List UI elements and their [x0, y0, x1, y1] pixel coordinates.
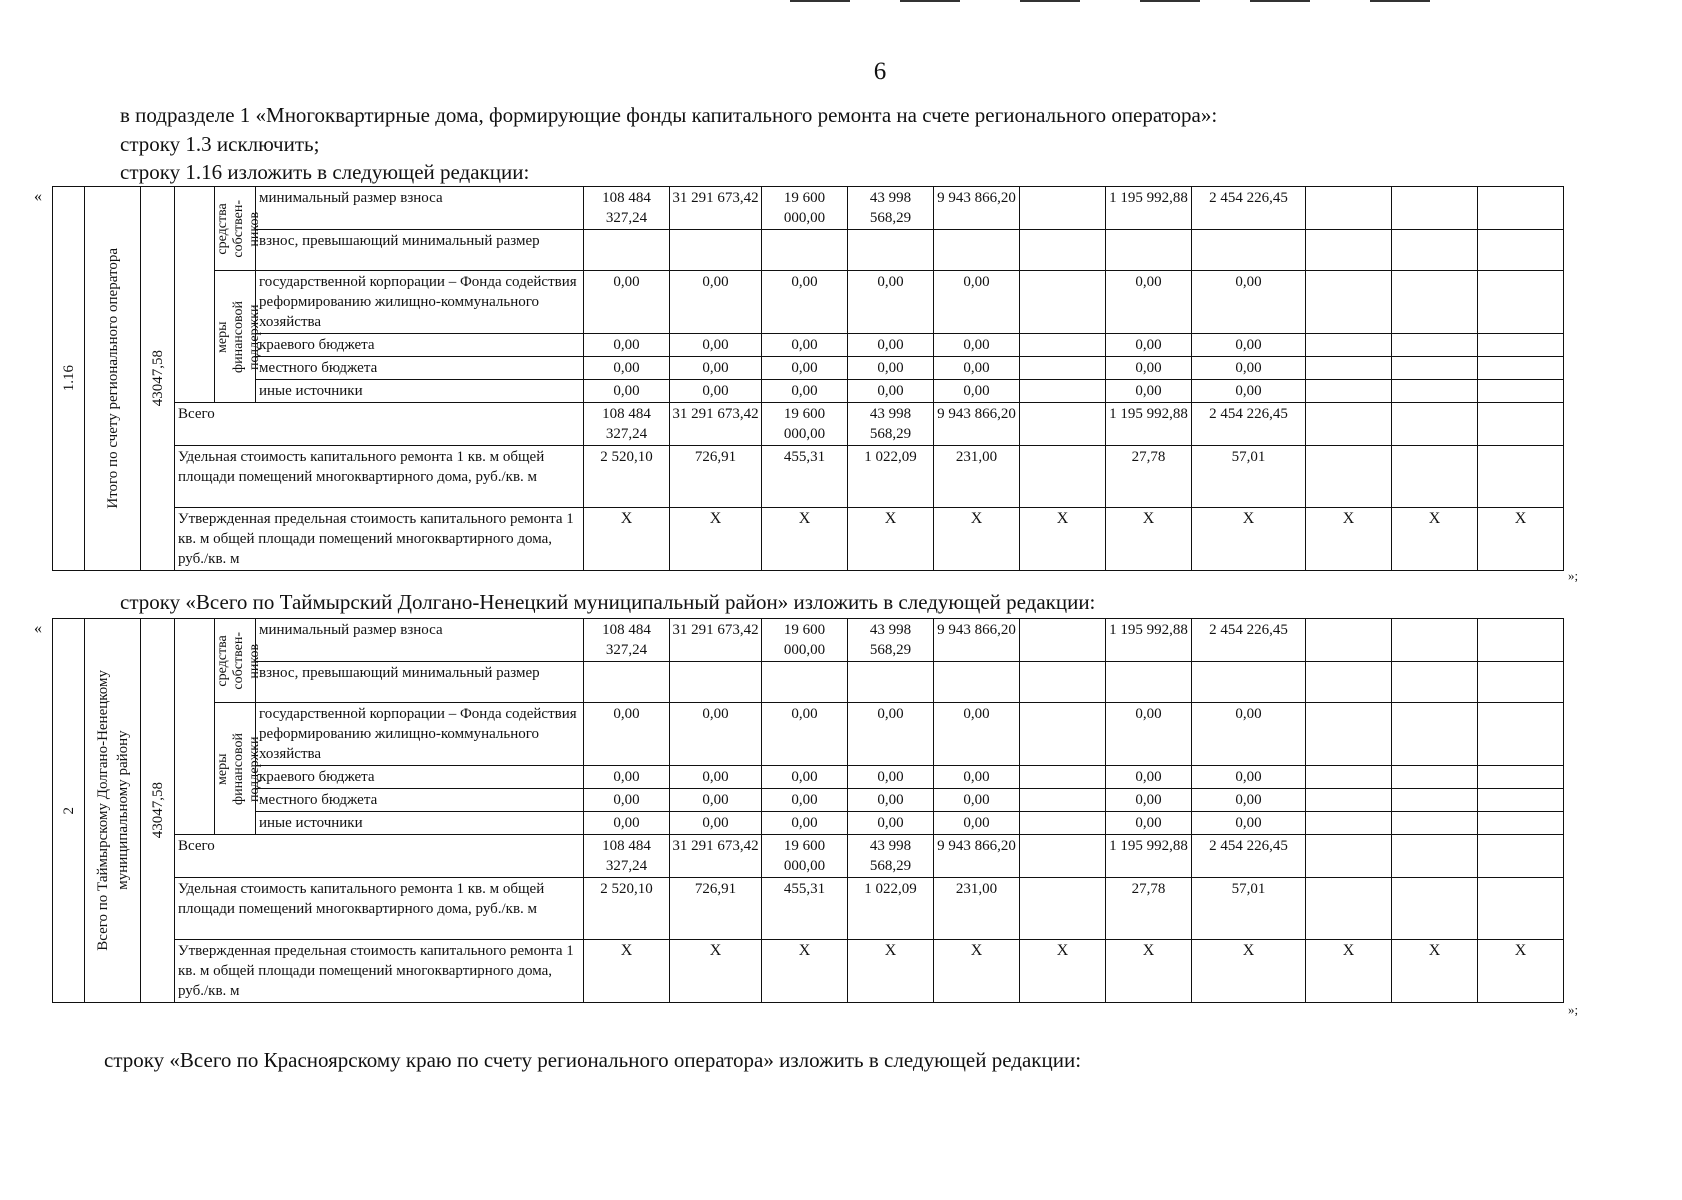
row-label-local: местного бюджета	[256, 357, 584, 380]
value-cell: X	[1478, 508, 1564, 571]
value-cell	[1392, 187, 1478, 230]
value-cell: 0,00	[670, 334, 762, 357]
value-cell	[1478, 703, 1564, 766]
value-cell: 0,00	[934, 334, 1020, 357]
owners-group-line: средства	[215, 202, 230, 255]
value-cell: 0,00	[848, 357, 934, 380]
value-cell: X	[934, 508, 1020, 571]
value-cell: 19 600 000,00	[762, 835, 848, 878]
value-cell: 0,00	[934, 789, 1020, 812]
value-cell	[584, 230, 670, 271]
value-cell	[1020, 187, 1106, 230]
table-row	[53, 766, 1564, 789]
value-cell: 31 291 673,42	[670, 187, 762, 230]
row-title	[93, 670, 133, 951]
value-cell: 2 454 226,45	[1192, 403, 1306, 446]
value-cell: 455,31	[762, 446, 848, 508]
value-cell: 1 195 992,88	[1106, 403, 1192, 446]
value-cell	[1478, 812, 1564, 835]
support-group-line: поддержки	[247, 303, 262, 370]
value-cell	[1478, 357, 1564, 380]
value-cell: X	[1392, 940, 1478, 1003]
blank-cell	[175, 619, 215, 835]
value-cell	[1392, 766, 1478, 789]
value-cell: 2 520,10	[584, 878, 670, 940]
table-row	[53, 446, 1564, 508]
value-cell	[1020, 812, 1106, 835]
value-cell	[1020, 334, 1106, 357]
value-cell: 0,00	[1192, 789, 1306, 812]
value-cell: 0,00	[584, 766, 670, 789]
value-cell: 0,00	[848, 380, 934, 403]
value-cell	[1478, 835, 1564, 878]
value-cell	[1306, 187, 1392, 230]
value-cell: 0,00	[670, 357, 762, 380]
value-cell	[1392, 446, 1478, 508]
row-label-regional: краевого бюджета	[256, 766, 584, 789]
value-cell: 0,00	[1106, 789, 1192, 812]
value-cell: 231,00	[934, 446, 1020, 508]
value-cell	[1306, 812, 1392, 835]
value-cell	[1192, 230, 1306, 271]
value-cell: 0,00	[584, 380, 670, 403]
value-cell: 0,00	[584, 812, 670, 835]
row-label-unit-cost: Удельная стоимость капитального ремонта 1 кв. м общей площади помещений многоквартирного дома, руб./кв. м	[175, 878, 584, 940]
value-cell	[1478, 789, 1564, 812]
page-number: 6	[873, 58, 887, 85]
value-cell: 0,00	[1106, 766, 1192, 789]
table-row	[53, 380, 1564, 403]
value-cell: 0,00	[848, 703, 934, 766]
owners-group-cell	[215, 187, 262, 271]
value-cell: 2 454 226,45	[1192, 619, 1306, 662]
value-cell: X	[1306, 508, 1392, 571]
value-cell: 0,00	[1192, 812, 1306, 835]
value-cell: 43 998 568,29	[848, 403, 934, 446]
value-cell	[1020, 662, 1106, 703]
owners-group-line: собствен-	[231, 199, 246, 258]
row-label-total: Всего	[175, 835, 584, 878]
value-cell	[1392, 230, 1478, 271]
row-label-other: иные источники	[256, 380, 584, 403]
value-cell	[1392, 403, 1478, 446]
table-row	[53, 619, 1564, 662]
value-cell: 0,00	[1106, 271, 1192, 334]
table-row	[53, 334, 1564, 357]
row-label-min-contribution: минимальный размер взноса	[256, 619, 584, 662]
owners-group-line: ников	[247, 211, 262, 246]
row-title-cell	[85, 619, 141, 1003]
row-label-fund: государственной корпорации – Фонда содействия реформированию жилищно-коммунального хозяйства	[256, 271, 584, 334]
support-group-label	[215, 733, 263, 805]
value-cell	[1306, 380, 1392, 403]
row-label-local: местного бюджета	[256, 789, 584, 812]
support-group-line: финансовой	[231, 300, 246, 373]
support-group-line: меры	[215, 320, 230, 353]
value-cell: X	[1306, 940, 1392, 1003]
value-cell	[1478, 187, 1564, 230]
value-cell: 0,00	[934, 703, 1020, 766]
value-cell: 0,00	[584, 357, 670, 380]
value-cell	[1106, 230, 1192, 271]
value-cell: 0,00	[762, 271, 848, 334]
table-row	[53, 789, 1564, 812]
value-cell	[584, 662, 670, 703]
value-cell	[670, 230, 762, 271]
value-cell	[1306, 766, 1392, 789]
value-cell: X	[1106, 940, 1192, 1003]
value-cell: 0,00	[848, 334, 934, 357]
value-cell: X	[1106, 508, 1192, 571]
value-cell	[934, 230, 1020, 271]
area-cell	[141, 187, 175, 571]
value-cell: 0,00	[1106, 380, 1192, 403]
owners-group-label	[215, 200, 263, 258]
value-cell: X	[848, 508, 934, 571]
owners-group-line: средства	[215, 634, 230, 687]
value-cell: 108 484 327,24	[584, 835, 670, 878]
value-cell: 43 998 568,29	[848, 619, 934, 662]
row-number: 1.16	[60, 365, 77, 392]
value-cell: 0,00	[934, 357, 1020, 380]
support-group-label	[215, 301, 263, 373]
row-label-approved-cost: Утвержденная предельная стоимость капитального ремонта 1 кв. м общей площади помещений многоквартирного дома, руб./кв. м	[175, 508, 584, 571]
value-cell	[1478, 878, 1564, 940]
value-cell	[1020, 766, 1106, 789]
value-cell	[1020, 878, 1106, 940]
value-cell: 1 195 992,88	[1106, 619, 1192, 662]
value-cell: 9 943 866,20	[934, 187, 1020, 230]
value-cell: 0,00	[670, 766, 762, 789]
value-cell: 108 484 327,24	[584, 403, 670, 446]
support-group-cell	[215, 271, 262, 403]
value-cell: X	[1020, 508, 1106, 571]
value-cell	[1478, 662, 1564, 703]
value-cell: X	[934, 940, 1020, 1003]
value-cell	[1306, 334, 1392, 357]
value-cell: 0,00	[584, 789, 670, 812]
capital-repair-table	[52, 186, 1564, 571]
support-group-cell	[215, 703, 262, 835]
quote-close-1: »;	[1568, 568, 1579, 583]
row-title-line-1: Всего по Таймырскому Долгано-Ненецкому	[94, 670, 111, 951]
support-group-line: меры	[215, 752, 230, 785]
value-cell	[1020, 230, 1106, 271]
table-row	[53, 508, 1564, 571]
row-title-cell	[85, 187, 141, 571]
value-cell: 0,00	[1106, 357, 1192, 380]
value-cell: 27,78	[1106, 446, 1192, 508]
value-cell: 1 022,09	[848, 878, 934, 940]
value-cell: 726,91	[670, 878, 762, 940]
area-value: 43047,58	[149, 782, 166, 839]
table-row	[53, 812, 1564, 835]
value-cell: 0,00	[762, 357, 848, 380]
value-cell: 108 484 327,24	[584, 619, 670, 662]
intro-line-1: в подразделе 1 «Многоквартирные дома, формирующие фонды капитального ремонта на счете регионального оператора»:	[120, 103, 1218, 127]
table-row	[53, 835, 1564, 878]
value-cell: 0,00	[762, 703, 848, 766]
value-cell	[1306, 703, 1392, 766]
value-cell: 0,00	[848, 271, 934, 334]
value-cell: 0,00	[670, 703, 762, 766]
value-cell	[1478, 446, 1564, 508]
value-cell	[1020, 403, 1106, 446]
value-cell: 19 600 000,00	[762, 619, 848, 662]
value-cell	[1020, 789, 1106, 812]
value-cell: X	[1020, 940, 1106, 1003]
value-cell	[670, 662, 762, 703]
value-cell	[1106, 662, 1192, 703]
value-cell: 9 943 866,20	[934, 403, 1020, 446]
value-cell	[1478, 766, 1564, 789]
value-cell: 108 484 327,24	[584, 187, 670, 230]
value-cell	[762, 662, 848, 703]
owners-group-label	[215, 632, 263, 690]
value-cell: 0,00	[1106, 334, 1192, 357]
value-cell	[1306, 835, 1392, 878]
value-cell: 0,00	[762, 766, 848, 789]
row-title-line-2: муниципальному району	[114, 730, 131, 891]
value-cell: 0,00	[762, 789, 848, 812]
value-cell: 0,00	[1106, 703, 1192, 766]
value-cell: 0,00	[1192, 766, 1306, 789]
value-cell	[762, 230, 848, 271]
area-value: 43047,58	[149, 350, 166, 407]
value-cell: 0,00	[848, 789, 934, 812]
value-cell	[1020, 271, 1106, 334]
row-label-over-min: взнос, превышающий минимальный размер	[256, 230, 584, 271]
table-row	[53, 878, 1564, 940]
value-cell	[1020, 703, 1106, 766]
value-cell: 0,00	[1192, 380, 1306, 403]
value-cell: 0,00	[762, 334, 848, 357]
value-cell	[1392, 835, 1478, 878]
value-cell	[1392, 271, 1478, 334]
value-cell	[1392, 812, 1478, 835]
value-cell	[1306, 878, 1392, 940]
table-row	[53, 271, 1564, 334]
value-cell: 0,00	[848, 812, 934, 835]
row-number-cell	[53, 187, 85, 571]
support-group-line: финансовой	[231, 732, 246, 805]
value-cell: X	[848, 940, 934, 1003]
value-cell	[1306, 619, 1392, 662]
value-cell: 0,00	[1192, 703, 1306, 766]
value-cell: 57,01	[1192, 446, 1306, 508]
value-cell: 0,00	[1192, 357, 1306, 380]
value-cell	[1020, 446, 1106, 508]
value-cell: 31 291 673,42	[670, 835, 762, 878]
value-cell: 43 998 568,29	[848, 187, 934, 230]
value-cell	[1192, 662, 1306, 703]
owners-group-line: собствен-	[231, 631, 246, 690]
quote-open-2: «	[34, 620, 42, 637]
final-line: строку «Всего по Красноярскому краю по счету регионального оператора» изложить в следующей редакции:	[104, 1048, 1082, 1072]
row-number-cell	[53, 619, 85, 1003]
value-cell: 19 600 000,00	[762, 403, 848, 446]
row-number: 2	[60, 806, 77, 815]
value-cell: 0,00	[670, 380, 762, 403]
value-cell	[1306, 789, 1392, 812]
table-row	[53, 357, 1564, 380]
value-cell	[1306, 357, 1392, 380]
value-cell	[1392, 619, 1478, 662]
value-cell	[1306, 446, 1392, 508]
value-cell: 0,00	[584, 334, 670, 357]
value-cell: X	[1478, 940, 1564, 1003]
value-cell	[1020, 619, 1106, 662]
value-cell: 1 195 992,88	[1106, 187, 1192, 230]
value-cell: 0,00	[762, 812, 848, 835]
middle-line: строку «Всего по Таймырский Долгано-Ненецкий муниципальный район» изложить в следующей редакции:	[120, 590, 1096, 614]
row-title: Итого по счету регионального оператора	[104, 248, 121, 509]
support-group-line: поддержки	[247, 735, 262, 802]
value-cell	[1306, 271, 1392, 334]
row-label-over-min: взнос, превышающий минимальный размер	[256, 662, 584, 703]
value-cell: 726,91	[670, 446, 762, 508]
value-cell	[1478, 619, 1564, 662]
value-cell: 9 943 866,20	[934, 835, 1020, 878]
value-cell: X	[762, 940, 848, 1003]
row-label-other: иные источники	[256, 812, 584, 835]
value-cell	[1478, 380, 1564, 403]
value-cell: 43 998 568,29	[848, 835, 934, 878]
value-cell: 27,78	[1106, 878, 1192, 940]
row-label-approved-cost: Утвержденная предельная стоимость капитального ремонта 1 кв. м общей площади помещений многоквартирного дома, руб./кв. м	[175, 940, 584, 1003]
area-cell	[141, 619, 175, 1003]
value-cell: 0,00	[584, 271, 670, 334]
value-cell: 231,00	[934, 878, 1020, 940]
value-cell: 2 454 226,45	[1192, 835, 1306, 878]
intro-line-2: строку 1.3 исключить;	[120, 132, 320, 156]
value-cell: X	[670, 940, 762, 1003]
value-cell: 0,00	[670, 812, 762, 835]
value-cell: 1 195 992,88	[1106, 835, 1192, 878]
table-row	[53, 230, 1564, 271]
value-cell	[1478, 271, 1564, 334]
value-cell: 31 291 673,42	[670, 403, 762, 446]
value-cell: X	[670, 508, 762, 571]
value-cell: 19 600 000,00	[762, 187, 848, 230]
value-cell: 0,00	[848, 766, 934, 789]
owners-group-line: ников	[247, 643, 262, 678]
value-cell	[1306, 403, 1392, 446]
value-cell: 0,00	[934, 271, 1020, 334]
value-cell	[1020, 357, 1106, 380]
value-cell: 455,31	[762, 878, 848, 940]
quote-open-1: «	[34, 188, 42, 205]
value-cell	[1392, 334, 1478, 357]
value-cell	[1392, 380, 1478, 403]
value-cell: X	[1392, 508, 1478, 571]
value-cell: 2 520,10	[584, 446, 670, 508]
quote-close-2: »;	[1568, 1002, 1579, 1017]
value-cell: X	[762, 508, 848, 571]
row-label-regional: краевого бюджета	[256, 334, 584, 357]
value-cell	[1306, 230, 1392, 271]
value-cell	[1392, 789, 1478, 812]
value-cell	[848, 230, 934, 271]
capital-repair-table	[52, 618, 1564, 1003]
row-label-min-contribution: минимальный размер взноса	[256, 187, 584, 230]
value-cell	[1392, 662, 1478, 703]
row-label-unit-cost: Удельная стоимость капитального ремонта 1 кв. м общей площади помещений многоквартирного дома, руб./кв. м	[175, 446, 584, 508]
value-cell	[1392, 703, 1478, 766]
table-row	[53, 940, 1564, 1003]
owners-group-cell	[215, 619, 262, 703]
value-cell: X	[1192, 508, 1306, 571]
row-label-fund: государственной корпорации – Фонда содействия реформированию жилищно-коммунального хозяйства	[256, 703, 584, 766]
value-cell: X	[584, 508, 670, 571]
value-cell	[1478, 230, 1564, 271]
value-cell: 0,00	[1192, 334, 1306, 357]
intro-line-3: строку 1.16 изложить в следующей редакции:	[120, 160, 530, 184]
value-cell: 0,00	[934, 766, 1020, 789]
row-label-total: Всего	[175, 403, 584, 446]
value-cell: 0,00	[584, 703, 670, 766]
value-cell	[1392, 878, 1478, 940]
value-cell: 0,00	[1192, 271, 1306, 334]
table-row	[53, 403, 1564, 446]
value-cell	[848, 662, 934, 703]
value-cell	[1392, 357, 1478, 380]
value-cell	[1478, 334, 1564, 357]
value-cell: 57,01	[1192, 878, 1306, 940]
table-row	[53, 703, 1564, 766]
table-row	[53, 187, 1564, 230]
value-cell: X	[1192, 940, 1306, 1003]
value-cell: 1 022,09	[848, 446, 934, 508]
value-cell: 9 943 866,20	[934, 619, 1020, 662]
value-cell	[1478, 403, 1564, 446]
value-cell: 0,00	[1106, 812, 1192, 835]
value-cell: 0,00	[670, 271, 762, 334]
top-edge-marks	[780, 0, 1540, 3]
value-cell	[1020, 380, 1106, 403]
table-row	[53, 662, 1564, 703]
value-cell: 31 291 673,42	[670, 619, 762, 662]
blank-cell	[175, 187, 215, 403]
value-cell: 0,00	[934, 812, 1020, 835]
value-cell: 0,00	[762, 380, 848, 403]
value-cell	[1306, 662, 1392, 703]
value-cell: 0,00	[670, 789, 762, 812]
value-cell: X	[584, 940, 670, 1003]
value-cell	[1020, 835, 1106, 878]
value-cell	[934, 662, 1020, 703]
value-cell: 0,00	[934, 380, 1020, 403]
value-cell: 2 454 226,45	[1192, 187, 1306, 230]
